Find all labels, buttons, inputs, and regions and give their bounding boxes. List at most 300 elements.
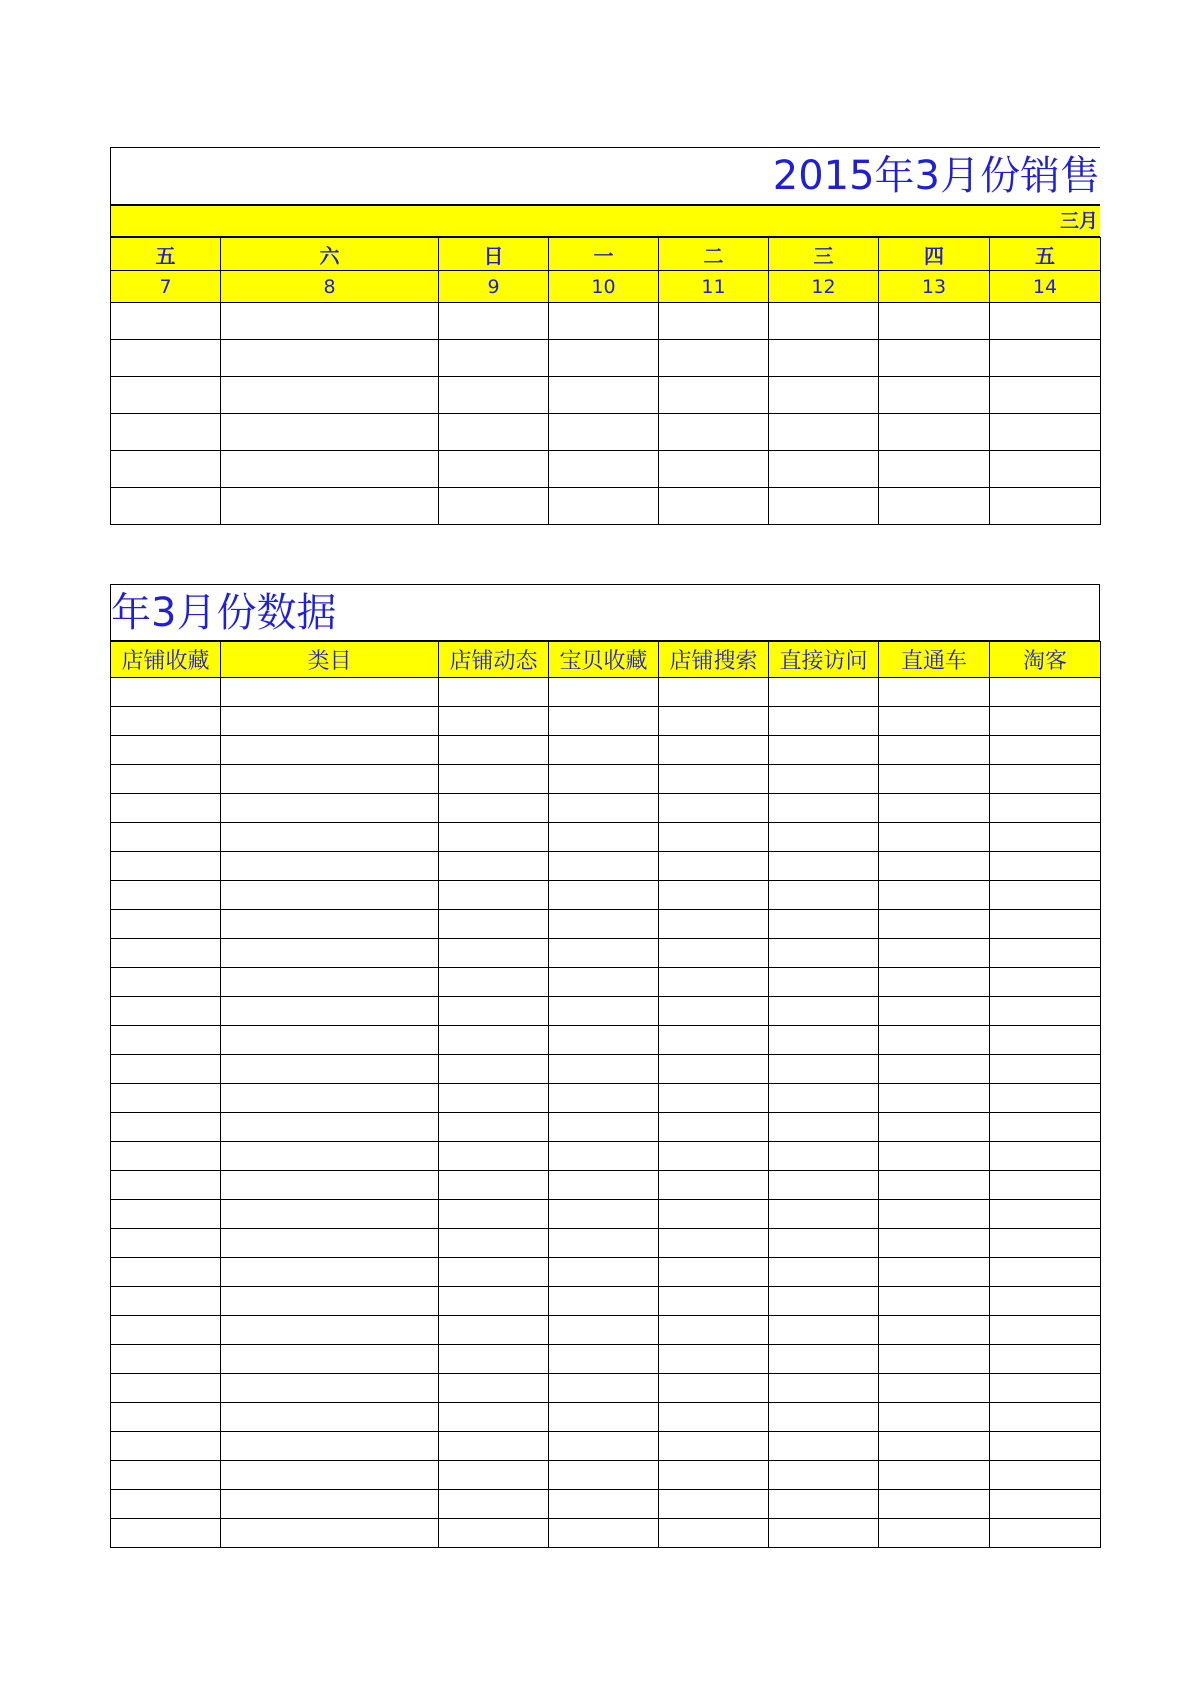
table-cell[interactable]	[111, 823, 221, 852]
table-cell[interactable]	[879, 794, 990, 823]
table-cell[interactable]	[769, 1026, 879, 1055]
table-cell[interactable]	[659, 1461, 769, 1490]
calendar-cell[interactable]	[990, 340, 1101, 377]
table-cell[interactable]	[879, 852, 990, 881]
table-cell[interactable]	[990, 1287, 1101, 1316]
table-cell[interactable]	[111, 1519, 221, 1548]
table-cell[interactable]	[769, 881, 879, 910]
table-cell[interactable]	[549, 794, 659, 823]
table-cell[interactable]	[990, 1142, 1101, 1171]
table-cell[interactable]	[549, 765, 659, 794]
table-cell[interactable]	[769, 1461, 879, 1490]
table-cell[interactable]	[659, 794, 769, 823]
table-cell[interactable]	[221, 939, 439, 968]
calendar-cell[interactable]	[990, 414, 1101, 451]
table-cell[interactable]	[659, 1519, 769, 1548]
calendar-cell[interactable]	[769, 451, 879, 488]
table-cell[interactable]	[549, 736, 659, 765]
table-cell[interactable]	[990, 1084, 1101, 1113]
table-cell[interactable]	[221, 1229, 439, 1258]
table-cell[interactable]	[111, 1403, 221, 1432]
calendar-cell[interactable]	[549, 451, 659, 488]
table-cell[interactable]	[659, 678, 769, 707]
table-cell[interactable]	[990, 1113, 1101, 1142]
table-cell[interactable]	[111, 881, 221, 910]
table-cell[interactable]	[111, 852, 221, 881]
table-cell[interactable]	[549, 1316, 659, 1345]
table-cell[interactable]	[439, 1171, 549, 1200]
table-cell[interactable]	[990, 1432, 1101, 1461]
table-cell[interactable]	[221, 765, 439, 794]
calendar-cell[interactable]	[879, 488, 990, 525]
table-cell[interactable]	[439, 1258, 549, 1287]
calendar-cell[interactable]	[879, 414, 990, 451]
table-cell[interactable]	[659, 1316, 769, 1345]
table-cell[interactable]	[659, 1171, 769, 1200]
calendar-cell[interactable]	[221, 414, 439, 451]
table-cell[interactable]	[549, 1055, 659, 1084]
calendar-cell[interactable]	[439, 414, 549, 451]
table-cell[interactable]	[439, 1287, 549, 1316]
table-cell[interactable]	[549, 678, 659, 707]
table-cell[interactable]	[879, 707, 990, 736]
table-cell[interactable]	[769, 765, 879, 794]
table-cell[interactable]	[879, 736, 990, 765]
table-cell[interactable]	[659, 1084, 769, 1113]
weekday-cell[interactable]: 二	[659, 238, 769, 271]
table-cell[interactable]	[879, 1374, 990, 1403]
table-cell[interactable]	[769, 1345, 879, 1374]
table-cell[interactable]	[769, 1229, 879, 1258]
calendar-cell[interactable]	[111, 414, 221, 451]
table-cell[interactable]	[769, 1519, 879, 1548]
calendar-cell[interactable]	[769, 488, 879, 525]
column-header[interactable]: 店铺动态	[439, 642, 549, 678]
table-cell[interactable]	[990, 1171, 1101, 1200]
table-cell[interactable]	[879, 1519, 990, 1548]
table-cell[interactable]	[659, 1490, 769, 1519]
calendar-cell[interactable]	[549, 303, 659, 340]
column-header[interactable]: 店铺搜索	[659, 642, 769, 678]
calendar-cell[interactable]	[879, 340, 990, 377]
table-cell[interactable]	[549, 1519, 659, 1548]
table-cell[interactable]	[439, 1461, 549, 1490]
table-cell[interactable]	[879, 968, 990, 997]
table-cell[interactable]	[221, 736, 439, 765]
date-cell[interactable]: 11	[659, 271, 769, 303]
table-cell[interactable]	[439, 823, 549, 852]
column-header[interactable]: 淘客	[990, 642, 1101, 678]
calendar-cell[interactable]	[769, 414, 879, 451]
table-cell[interactable]	[769, 997, 879, 1026]
column-header[interactable]: 宝贝收藏	[549, 642, 659, 678]
table-cell[interactable]	[221, 1171, 439, 1200]
table-cell[interactable]	[879, 1461, 990, 1490]
table-cell[interactable]	[439, 852, 549, 881]
table-cell[interactable]	[221, 707, 439, 736]
table-cell[interactable]	[879, 1490, 990, 1519]
table-cell[interactable]	[659, 823, 769, 852]
table-cell[interactable]	[990, 1316, 1101, 1345]
table-cell[interactable]	[769, 852, 879, 881]
table-cell[interactable]	[221, 1113, 439, 1142]
table-cell[interactable]	[111, 736, 221, 765]
table-cell[interactable]	[221, 881, 439, 910]
table-cell[interactable]	[549, 881, 659, 910]
table-cell[interactable]	[111, 1171, 221, 1200]
table-cell[interactable]	[111, 1026, 221, 1055]
weekday-cell[interactable]: 日	[439, 238, 549, 271]
weekday-cell[interactable]: 三	[769, 238, 879, 271]
table-cell[interactable]	[439, 1490, 549, 1519]
table-cell[interactable]	[659, 1055, 769, 1084]
table-cell[interactable]	[549, 1345, 659, 1374]
calendar-cell[interactable]	[111, 303, 221, 340]
table-cell[interactable]	[769, 939, 879, 968]
table-cell[interactable]	[439, 1229, 549, 1258]
table-cell[interactable]	[549, 1200, 659, 1229]
table-cell[interactable]	[769, 1142, 879, 1171]
table-cell[interactable]	[879, 1084, 990, 1113]
table-cell[interactable]	[769, 1113, 879, 1142]
calendar-cell[interactable]	[879, 303, 990, 340]
table-cell[interactable]	[221, 1374, 439, 1403]
column-header[interactable]: 类目	[221, 642, 439, 678]
table-cell[interactable]	[659, 1287, 769, 1316]
calendar-cell[interactable]	[439, 340, 549, 377]
table-cell[interactable]	[990, 1374, 1101, 1403]
table-cell[interactable]	[439, 736, 549, 765]
table-cell[interactable]	[659, 765, 769, 794]
table-cell[interactable]	[221, 1258, 439, 1287]
table-cell[interactable]	[549, 1490, 659, 1519]
table-cell[interactable]	[659, 910, 769, 939]
column-header[interactable]: 店铺收藏	[111, 642, 221, 678]
table-cell[interactable]	[879, 765, 990, 794]
table-cell[interactable]	[769, 1403, 879, 1432]
calendar-cell[interactable]	[659, 488, 769, 525]
table-cell[interactable]	[879, 1229, 990, 1258]
calendar-cell[interactable]	[221, 488, 439, 525]
table-cell[interactable]	[221, 823, 439, 852]
table-cell[interactable]	[659, 1142, 769, 1171]
table-cell[interactable]	[439, 1345, 549, 1374]
table-cell[interactable]	[659, 997, 769, 1026]
table-cell[interactable]	[879, 678, 990, 707]
table-cell[interactable]	[549, 823, 659, 852]
table-cell[interactable]	[439, 1403, 549, 1432]
table-cell[interactable]	[879, 939, 990, 968]
table-cell[interactable]	[439, 1084, 549, 1113]
calendar-cell[interactable]	[111, 488, 221, 525]
table-cell[interactable]	[221, 794, 439, 823]
calendar-cell[interactable]	[549, 377, 659, 414]
table-cell[interactable]	[221, 1490, 439, 1519]
table-cell[interactable]	[990, 1403, 1101, 1432]
table-cell[interactable]	[549, 707, 659, 736]
table-cell[interactable]	[769, 823, 879, 852]
table-cell[interactable]	[769, 1316, 879, 1345]
date-cell[interactable]: 10	[549, 271, 659, 303]
table-cell[interactable]	[879, 1432, 990, 1461]
calendar-cell[interactable]	[221, 377, 439, 414]
table-cell[interactable]	[659, 968, 769, 997]
table-cell[interactable]	[769, 1171, 879, 1200]
calendar-cell[interactable]	[769, 340, 879, 377]
table-cell[interactable]	[111, 765, 221, 794]
table-cell[interactable]	[111, 968, 221, 997]
table-cell[interactable]	[879, 1113, 990, 1142]
table-cell[interactable]	[111, 910, 221, 939]
table-cell[interactable]	[769, 1490, 879, 1519]
table-cell[interactable]	[659, 1200, 769, 1229]
table-cell[interactable]	[221, 1403, 439, 1432]
table-cell[interactable]	[111, 1461, 221, 1490]
table-cell[interactable]	[439, 1026, 549, 1055]
date-cell[interactable]: 13	[879, 271, 990, 303]
table-cell[interactable]	[879, 1316, 990, 1345]
table-cell[interactable]	[659, 707, 769, 736]
table-cell[interactable]	[221, 1316, 439, 1345]
table-cell[interactable]	[879, 823, 990, 852]
table-cell[interactable]	[439, 1316, 549, 1345]
table-cell[interactable]	[111, 1200, 221, 1229]
table-cell[interactable]	[439, 794, 549, 823]
table-cell[interactable]	[659, 1403, 769, 1432]
table-cell[interactable]	[549, 1374, 659, 1403]
calendar-cell[interactable]	[659, 451, 769, 488]
table-cell[interactable]	[439, 1519, 549, 1548]
table-cell[interactable]	[549, 1432, 659, 1461]
calendar-cell[interactable]	[439, 377, 549, 414]
table-cell[interactable]	[549, 852, 659, 881]
table-cell[interactable]	[549, 968, 659, 997]
table-cell[interactable]	[879, 1287, 990, 1316]
table-cell[interactable]	[659, 1374, 769, 1403]
table-cell[interactable]	[111, 939, 221, 968]
table-cell[interactable]	[111, 707, 221, 736]
table-cell[interactable]	[221, 968, 439, 997]
table-cell[interactable]	[659, 736, 769, 765]
table-cell[interactable]	[439, 968, 549, 997]
table-cell[interactable]	[549, 939, 659, 968]
calendar-cell[interactable]	[221, 451, 439, 488]
date-cell[interactable]: 14	[990, 271, 1101, 303]
table-cell[interactable]	[221, 997, 439, 1026]
calendar-cell[interactable]	[990, 303, 1101, 340]
calendar-cell[interactable]	[111, 377, 221, 414]
table-cell[interactable]	[439, 765, 549, 794]
table-cell[interactable]	[659, 1345, 769, 1374]
table-cell[interactable]	[990, 736, 1101, 765]
table-cell[interactable]	[549, 1403, 659, 1432]
table-cell[interactable]	[439, 1055, 549, 1084]
table-cell[interactable]	[221, 1055, 439, 1084]
table-cell[interactable]	[659, 1258, 769, 1287]
table-cell[interactable]	[439, 997, 549, 1026]
table-cell[interactable]	[990, 968, 1101, 997]
calendar-cell[interactable]	[549, 488, 659, 525]
table-cell[interactable]	[769, 1200, 879, 1229]
table-cell[interactable]	[990, 823, 1101, 852]
calendar-cell[interactable]	[111, 451, 221, 488]
calendar-cell[interactable]	[990, 488, 1101, 525]
table-cell[interactable]	[990, 1200, 1101, 1229]
table-cell[interactable]	[111, 1258, 221, 1287]
table-cell[interactable]	[879, 1055, 990, 1084]
table-cell[interactable]	[439, 707, 549, 736]
table-cell[interactable]	[221, 910, 439, 939]
table-cell[interactable]	[439, 1200, 549, 1229]
table-cell[interactable]	[221, 1432, 439, 1461]
table-cell[interactable]	[221, 1026, 439, 1055]
table-cell[interactable]	[659, 1113, 769, 1142]
table-cell[interactable]	[879, 1258, 990, 1287]
table-cell[interactable]	[879, 1403, 990, 1432]
table-cell[interactable]	[111, 1316, 221, 1345]
table-cell[interactable]	[769, 1374, 879, 1403]
table-cell[interactable]	[990, 997, 1101, 1026]
table-cell[interactable]	[659, 1026, 769, 1055]
table-cell[interactable]	[111, 997, 221, 1026]
date-cell[interactable]: 9	[439, 271, 549, 303]
calendar-cell[interactable]	[879, 451, 990, 488]
calendar-cell[interactable]	[990, 377, 1101, 414]
table-cell[interactable]	[439, 910, 549, 939]
calendar-cell[interactable]	[221, 340, 439, 377]
table-cell[interactable]	[111, 1055, 221, 1084]
table-cell[interactable]	[439, 1374, 549, 1403]
table-cell[interactable]	[659, 939, 769, 968]
table-cell[interactable]	[990, 1026, 1101, 1055]
table-cell[interactable]	[879, 910, 990, 939]
date-cell[interactable]: 8	[221, 271, 439, 303]
table-cell[interactable]	[659, 1432, 769, 1461]
table-cell[interactable]	[549, 1258, 659, 1287]
table-cell[interactable]	[879, 1142, 990, 1171]
table-cell[interactable]	[769, 1084, 879, 1113]
table-cell[interactable]	[111, 1374, 221, 1403]
table-cell[interactable]	[990, 910, 1101, 939]
table-cell[interactable]	[549, 1171, 659, 1200]
table-cell[interactable]	[439, 881, 549, 910]
calendar-cell[interactable]	[990, 451, 1101, 488]
table-cell[interactable]	[439, 1432, 549, 1461]
weekday-cell[interactable]: 四	[879, 238, 990, 271]
table-cell[interactable]	[439, 939, 549, 968]
weekday-cell[interactable]: 一	[549, 238, 659, 271]
calendar-cell[interactable]	[111, 340, 221, 377]
table-cell[interactable]	[221, 1345, 439, 1374]
table-cell[interactable]	[221, 678, 439, 707]
table-cell[interactable]	[769, 794, 879, 823]
table-cell[interactable]	[659, 1229, 769, 1258]
table-cell[interactable]	[549, 1113, 659, 1142]
table-cell[interactable]	[990, 852, 1101, 881]
table-cell[interactable]	[879, 1026, 990, 1055]
calendar-cell[interactable]	[659, 340, 769, 377]
table-cell[interactable]	[549, 1026, 659, 1055]
table-cell[interactable]	[990, 1055, 1101, 1084]
table-cell[interactable]	[769, 910, 879, 939]
table-cell[interactable]	[221, 1461, 439, 1490]
calendar-cell[interactable]	[659, 303, 769, 340]
table-cell[interactable]	[769, 1055, 879, 1084]
table-cell[interactable]	[769, 1258, 879, 1287]
table-cell[interactable]	[879, 1345, 990, 1374]
weekday-cell[interactable]: 五	[990, 238, 1101, 271]
table-cell[interactable]	[659, 852, 769, 881]
table-cell[interactable]	[439, 1142, 549, 1171]
table-cell[interactable]	[111, 1432, 221, 1461]
table-cell[interactable]	[990, 707, 1101, 736]
calendar-cell[interactable]	[879, 377, 990, 414]
table-cell[interactable]	[111, 1142, 221, 1171]
table-cell[interactable]	[221, 1287, 439, 1316]
table-cell[interactable]	[221, 1142, 439, 1171]
table-cell[interactable]	[769, 678, 879, 707]
table-cell[interactable]	[879, 1171, 990, 1200]
calendar-cell[interactable]	[549, 340, 659, 377]
table-cell[interactable]	[111, 794, 221, 823]
calendar-cell[interactable]	[769, 377, 879, 414]
calendar-cell[interactable]	[549, 414, 659, 451]
table-cell[interactable]	[769, 968, 879, 997]
calendar-cell[interactable]	[439, 488, 549, 525]
table-cell[interactable]	[549, 1229, 659, 1258]
table-cell[interactable]	[990, 1461, 1101, 1490]
calendar-cell[interactable]	[439, 451, 549, 488]
table-cell[interactable]	[111, 1113, 221, 1142]
table-cell[interactable]	[221, 1519, 439, 1548]
calendar-cell[interactable]	[659, 414, 769, 451]
table-cell[interactable]	[769, 736, 879, 765]
table-cell[interactable]	[549, 1142, 659, 1171]
table-cell[interactable]	[659, 881, 769, 910]
table-cell[interactable]	[221, 852, 439, 881]
table-cell[interactable]	[990, 939, 1101, 968]
table-cell[interactable]	[549, 910, 659, 939]
table-cell[interactable]	[221, 1084, 439, 1113]
table-cell[interactable]	[879, 997, 990, 1026]
table-cell[interactable]	[879, 881, 990, 910]
table-cell[interactable]	[549, 1461, 659, 1490]
table-cell[interactable]	[990, 794, 1101, 823]
table-cell[interactable]	[879, 1200, 990, 1229]
table-cell[interactable]	[990, 1490, 1101, 1519]
table-cell[interactable]	[221, 1200, 439, 1229]
table-cell[interactable]	[549, 1287, 659, 1316]
calendar-cell[interactable]	[659, 377, 769, 414]
column-header[interactable]: 直通车	[879, 642, 990, 678]
table-cell[interactable]	[111, 1490, 221, 1519]
table-cell[interactable]	[111, 1229, 221, 1258]
table-cell[interactable]	[439, 1113, 549, 1142]
table-cell[interactable]	[111, 1287, 221, 1316]
calendar-cell[interactable]	[439, 303, 549, 340]
table-cell[interactable]	[990, 1258, 1101, 1287]
weekday-cell[interactable]: 五	[111, 238, 221, 271]
weekday-cell[interactable]: 六	[221, 238, 439, 271]
table-cell[interactable]	[990, 678, 1101, 707]
table-cell[interactable]	[769, 1432, 879, 1461]
calendar-cell[interactable]	[221, 303, 439, 340]
table-cell[interactable]	[990, 881, 1101, 910]
table-cell[interactable]	[990, 1345, 1101, 1374]
table-cell[interactable]	[990, 1519, 1101, 1548]
calendar-cell[interactable]	[769, 303, 879, 340]
table-cell[interactable]	[111, 678, 221, 707]
